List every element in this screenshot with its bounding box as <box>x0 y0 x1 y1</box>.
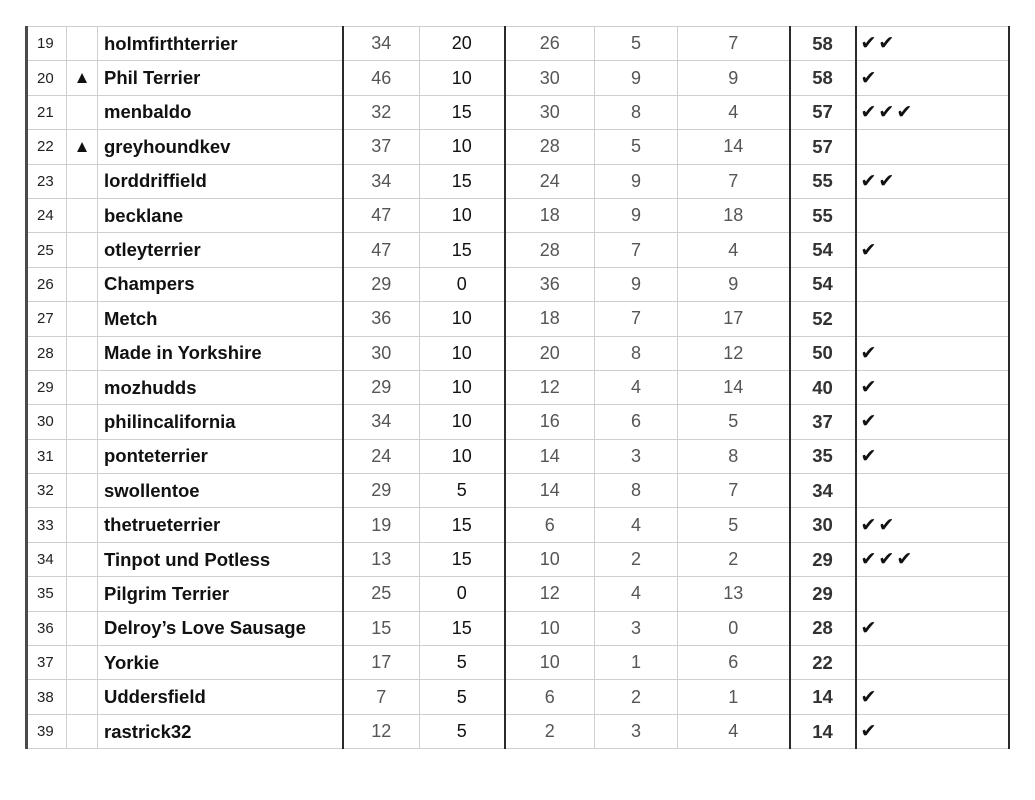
score-col-4-cell: 7 <box>595 233 678 267</box>
league-table-body <box>27 27 1009 749</box>
position-cell: 31 <box>27 439 67 473</box>
total-points-cell: 37 <box>790 405 856 439</box>
league-table <box>25 26 1010 749</box>
tick-marks-cell <box>856 302 1009 336</box>
tick-marks-cell <box>856 474 1009 508</box>
tick-marks-cell <box>856 267 1009 301</box>
score-col-4-cell: 8 <box>595 95 678 129</box>
tick-marks-cell <box>856 130 1009 164</box>
table-row <box>27 233 1009 267</box>
score-col-2-cell: 15 <box>420 611 505 645</box>
tick-marks-cell <box>856 646 1009 680</box>
score-col-3-cell: 28 <box>505 233 595 267</box>
movement-up-icon <box>67 164 98 198</box>
table-row <box>27 95 1009 129</box>
score-col-5-cell: 12 <box>678 336 790 370</box>
score-col-3-cell: 24 <box>505 164 595 198</box>
team-name-cell: Made in Yorkshire <box>98 336 343 370</box>
score-col-4-cell: 5 <box>595 130 678 164</box>
position-cell: 25 <box>27 233 67 267</box>
score-col-3-cell: 18 <box>505 302 595 336</box>
score-col-5-cell: 5 <box>678 405 790 439</box>
table-row <box>27 611 1009 645</box>
position-cell: 32 <box>27 474 67 508</box>
movement-up-icon: ▲ <box>67 61 98 95</box>
score-col-3-cell: 14 <box>505 439 595 473</box>
score-col-1-cell: 29 <box>343 267 420 301</box>
total-points-cell: 22 <box>790 646 856 680</box>
position-cell: 37 <box>27 646 67 680</box>
movement-up-icon <box>67 714 98 748</box>
table-row <box>27 646 1009 680</box>
movement-up-icon <box>67 577 98 611</box>
team-name-cell: Uddersfield <box>98 680 343 714</box>
score-col-5-cell: 17 <box>678 302 790 336</box>
score-col-5-cell: 5 <box>678 508 790 542</box>
score-col-2-cell: 15 <box>420 508 505 542</box>
score-col-5-cell: 9 <box>678 267 790 301</box>
tick-marks-cell: ✔✔ <box>856 164 1009 198</box>
table-row <box>27 130 1009 164</box>
team-name-cell: Metch <box>98 302 343 336</box>
position-cell: 38 <box>27 680 67 714</box>
score-col-1-cell: 12 <box>343 714 420 748</box>
movement-up-icon <box>67 95 98 129</box>
position-cell: 33 <box>27 508 67 542</box>
movement-up-icon <box>67 302 98 336</box>
score-col-3-cell: 14 <box>505 474 595 508</box>
score-col-1-cell: 36 <box>343 302 420 336</box>
score-col-4-cell: 7 <box>595 302 678 336</box>
score-col-2-cell: 15 <box>420 233 505 267</box>
score-col-4-cell: 1 <box>595 646 678 680</box>
tick-marks-cell: ✔ <box>856 61 1009 95</box>
score-col-4-cell: 8 <box>595 474 678 508</box>
score-col-3-cell: 28 <box>505 130 595 164</box>
score-col-3-cell: 10 <box>505 611 595 645</box>
position-cell: 39 <box>27 714 67 748</box>
score-col-1-cell: 24 <box>343 439 420 473</box>
position-cell: 36 <box>27 611 67 645</box>
total-points-cell: 55 <box>790 198 856 232</box>
score-col-2-cell: 5 <box>420 646 505 680</box>
total-points-cell: 14 <box>790 714 856 748</box>
score-col-3-cell: 30 <box>505 95 595 129</box>
position-cell: 21 <box>27 95 67 129</box>
score-col-3-cell: 20 <box>505 336 595 370</box>
movement-up-icon <box>67 508 98 542</box>
score-col-2-cell: 15 <box>420 542 505 576</box>
score-col-4-cell: 8 <box>595 336 678 370</box>
movement-up-icon: ▲ <box>67 130 98 164</box>
tick-marks-cell: ✔ <box>856 336 1009 370</box>
position-cell: 29 <box>27 370 67 404</box>
score-col-4-cell: 3 <box>595 439 678 473</box>
score-col-1-cell: 7 <box>343 680 420 714</box>
tick-marks-cell <box>856 198 1009 232</box>
score-col-2-cell: 10 <box>420 405 505 439</box>
tick-marks-cell: ✔ <box>856 611 1009 645</box>
team-name-cell: Phil Terrier <box>98 61 343 95</box>
movement-up-icon <box>67 267 98 301</box>
score-col-2-cell: 10 <box>420 439 505 473</box>
tick-marks-cell: ✔ <box>856 714 1009 748</box>
total-points-cell: 50 <box>790 336 856 370</box>
team-name-cell: Pilgrim Terrier <box>98 577 343 611</box>
score-col-1-cell: 29 <box>343 370 420 404</box>
team-name-cell: otleyterrier <box>98 233 343 267</box>
league-table-container <box>25 26 1007 749</box>
score-col-5-cell: 13 <box>678 577 790 611</box>
total-points-cell: 35 <box>790 439 856 473</box>
score-col-2-cell: 20 <box>420 27 505 61</box>
position-cell: 24 <box>27 198 67 232</box>
movement-up-icon <box>67 439 98 473</box>
score-col-1-cell: 32 <box>343 95 420 129</box>
table-row <box>27 27 1009 61</box>
movement-up-icon <box>67 27 98 61</box>
score-col-5-cell: 14 <box>678 370 790 404</box>
table-row <box>27 370 1009 404</box>
table-row <box>27 61 1009 95</box>
score-col-4-cell: 9 <box>595 164 678 198</box>
tick-marks-cell: ✔ <box>856 680 1009 714</box>
total-points-cell: 58 <box>790 61 856 95</box>
position-cell: 30 <box>27 405 67 439</box>
score-col-3-cell: 2 <box>505 714 595 748</box>
movement-up-icon <box>67 646 98 680</box>
tick-marks-cell: ✔ <box>856 405 1009 439</box>
team-name-cell: Champers <box>98 267 343 301</box>
score-col-3-cell: 36 <box>505 267 595 301</box>
tick-marks-cell: ✔✔ <box>856 508 1009 542</box>
team-name-cell: greyhoundkev <box>98 130 343 164</box>
score-col-4-cell: 4 <box>595 577 678 611</box>
table-row <box>27 439 1009 473</box>
total-points-cell: 14 <box>790 680 856 714</box>
movement-up-icon <box>67 474 98 508</box>
score-col-1-cell: 47 <box>343 233 420 267</box>
score-col-1-cell: 15 <box>343 611 420 645</box>
team-name-cell: becklane <box>98 198 343 232</box>
table-row <box>27 714 1009 748</box>
score-col-5-cell: 4 <box>678 233 790 267</box>
score-col-2-cell: 10 <box>420 370 505 404</box>
score-col-4-cell: 3 <box>595 714 678 748</box>
total-points-cell: 40 <box>790 370 856 404</box>
score-col-2-cell: 5 <box>420 680 505 714</box>
score-col-2-cell: 0 <box>420 267 505 301</box>
score-col-1-cell: 25 <box>343 577 420 611</box>
score-col-4-cell: 2 <box>595 680 678 714</box>
score-col-3-cell: 16 <box>505 405 595 439</box>
team-name-cell: Yorkie <box>98 646 343 680</box>
score-col-2-cell: 5 <box>420 474 505 508</box>
total-points-cell: 57 <box>790 95 856 129</box>
team-name-cell: philincalifornia <box>98 405 343 439</box>
score-col-4-cell: 9 <box>595 198 678 232</box>
total-points-cell: 57 <box>790 130 856 164</box>
score-col-3-cell: 18 <box>505 198 595 232</box>
total-points-cell: 54 <box>790 267 856 301</box>
score-col-5-cell: 2 <box>678 542 790 576</box>
score-col-5-cell: 9 <box>678 61 790 95</box>
table-row <box>27 302 1009 336</box>
team-name-cell: swollentoe <box>98 474 343 508</box>
score-col-1-cell: 46 <box>343 61 420 95</box>
total-points-cell: 58 <box>790 27 856 61</box>
tick-marks-cell: ✔✔✔ <box>856 95 1009 129</box>
score-col-2-cell: 0 <box>420 577 505 611</box>
total-points-cell: 28 <box>790 611 856 645</box>
total-points-cell: 55 <box>790 164 856 198</box>
score-col-3-cell: 26 <box>505 27 595 61</box>
tick-marks-cell: ✔✔ <box>856 27 1009 61</box>
table-row <box>27 405 1009 439</box>
score-col-2-cell: 10 <box>420 198 505 232</box>
score-col-4-cell: 6 <box>595 405 678 439</box>
team-name-cell: menbaldo <box>98 95 343 129</box>
tick-marks-cell: ✔ <box>856 439 1009 473</box>
table-row <box>27 542 1009 576</box>
score-col-5-cell: 4 <box>678 714 790 748</box>
score-col-5-cell: 4 <box>678 95 790 129</box>
score-col-1-cell: 13 <box>343 542 420 576</box>
total-points-cell: 29 <box>790 542 856 576</box>
score-col-1-cell: 34 <box>343 27 420 61</box>
score-col-5-cell: 1 <box>678 680 790 714</box>
score-col-1-cell: 34 <box>343 164 420 198</box>
tick-marks-cell: ✔✔✔ <box>856 542 1009 576</box>
score-col-1-cell: 19 <box>343 508 420 542</box>
score-col-4-cell: 9 <box>595 267 678 301</box>
table-row <box>27 198 1009 232</box>
movement-up-icon <box>67 233 98 267</box>
score-col-5-cell: 7 <box>678 164 790 198</box>
movement-up-icon <box>67 370 98 404</box>
score-col-3-cell: 6 <box>505 508 595 542</box>
score-col-2-cell: 10 <box>420 61 505 95</box>
score-col-4-cell: 5 <box>595 27 678 61</box>
score-col-5-cell: 7 <box>678 27 790 61</box>
score-col-3-cell: 10 <box>505 542 595 576</box>
tick-marks-cell: ✔ <box>856 370 1009 404</box>
score-col-2-cell: 15 <box>420 164 505 198</box>
team-name-cell: ponteterrier <box>98 439 343 473</box>
total-points-cell: 54 <box>790 233 856 267</box>
movement-up-icon <box>67 405 98 439</box>
position-cell: 35 <box>27 577 67 611</box>
score-col-1-cell: 17 <box>343 646 420 680</box>
score-col-2-cell: 10 <box>420 336 505 370</box>
score-col-4-cell: 2 <box>595 542 678 576</box>
movement-up-icon <box>67 542 98 576</box>
position-cell: 34 <box>27 542 67 576</box>
score-col-2-cell: 15 <box>420 95 505 129</box>
movement-up-icon <box>67 611 98 645</box>
score-col-4-cell: 4 <box>595 370 678 404</box>
team-name-cell: Delroy’s Love Sausage <box>98 611 343 645</box>
total-points-cell: 34 <box>790 474 856 508</box>
movement-up-icon <box>67 198 98 232</box>
table-row <box>27 164 1009 198</box>
table-row <box>27 474 1009 508</box>
score-col-4-cell: 9 <box>595 61 678 95</box>
score-col-3-cell: 6 <box>505 680 595 714</box>
position-cell: 19 <box>27 27 67 61</box>
table-row <box>27 508 1009 542</box>
position-cell: 28 <box>27 336 67 370</box>
score-col-1-cell: 37 <box>343 130 420 164</box>
table-row <box>27 577 1009 611</box>
score-col-5-cell: 7 <box>678 474 790 508</box>
position-cell: 26 <box>27 267 67 301</box>
tick-marks-cell: ✔ <box>856 233 1009 267</box>
score-col-2-cell: 10 <box>420 130 505 164</box>
table-row <box>27 267 1009 301</box>
score-col-2-cell: 10 <box>420 302 505 336</box>
score-col-4-cell: 3 <box>595 611 678 645</box>
score-col-3-cell: 12 <box>505 577 595 611</box>
score-col-5-cell: 6 <box>678 646 790 680</box>
table-row <box>27 680 1009 714</box>
score-col-2-cell: 5 <box>420 714 505 748</box>
team-name-cell: lorddriffield <box>98 164 343 198</box>
movement-up-icon <box>67 680 98 714</box>
score-col-1-cell: 47 <box>343 198 420 232</box>
score-col-1-cell: 30 <box>343 336 420 370</box>
score-col-5-cell: 18 <box>678 198 790 232</box>
score-col-5-cell: 8 <box>678 439 790 473</box>
score-col-3-cell: 10 <box>505 646 595 680</box>
team-name-cell: Tinpot und Potless <box>98 542 343 576</box>
total-points-cell: 29 <box>790 577 856 611</box>
position-cell: 27 <box>27 302 67 336</box>
score-col-1-cell: 29 <box>343 474 420 508</box>
score-col-3-cell: 30 <box>505 61 595 95</box>
score-col-1-cell: 34 <box>343 405 420 439</box>
team-name-cell: thetrueterrier <box>98 508 343 542</box>
team-name-cell: rastrick32 <box>98 714 343 748</box>
score-col-4-cell: 4 <box>595 508 678 542</box>
tick-marks-cell <box>856 577 1009 611</box>
score-col-5-cell: 14 <box>678 130 790 164</box>
team-name-cell: mozhudds <box>98 370 343 404</box>
position-cell: 20 <box>27 61 67 95</box>
table-row <box>27 336 1009 370</box>
total-points-cell: 52 <box>790 302 856 336</box>
score-col-3-cell: 12 <box>505 370 595 404</box>
position-cell: 23 <box>27 164 67 198</box>
position-cell: 22 <box>27 130 67 164</box>
team-name-cell: holmfirthterrier <box>98 27 343 61</box>
score-col-5-cell: 0 <box>678 611 790 645</box>
total-points-cell: 30 <box>790 508 856 542</box>
movement-up-icon <box>67 336 98 370</box>
